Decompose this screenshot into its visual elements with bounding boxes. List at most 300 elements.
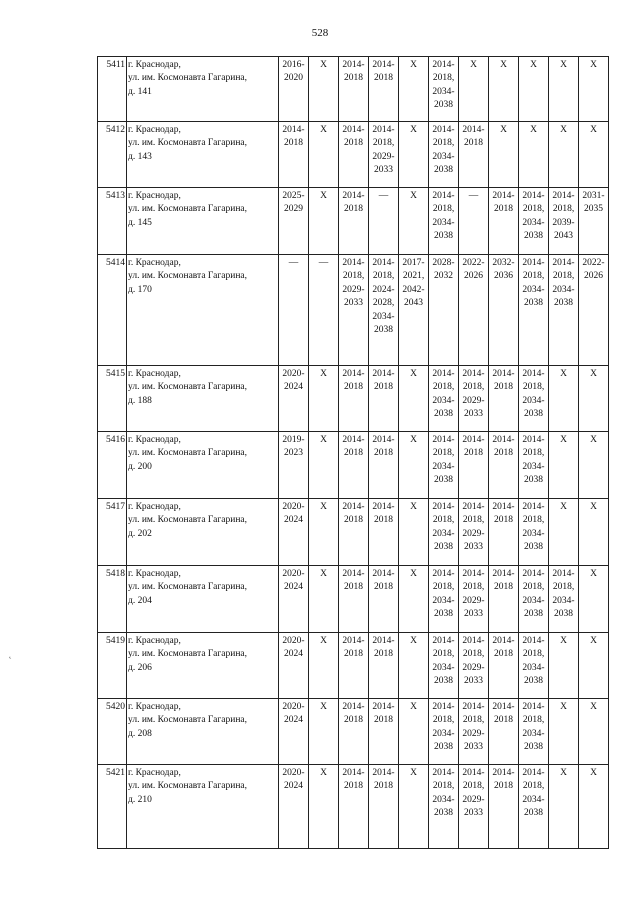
period-line: 2038 bbox=[434, 100, 453, 111]
period-line: 2043 bbox=[404, 298, 423, 309]
period-line: 2022- bbox=[462, 258, 485, 268]
period-line: 2018 bbox=[494, 204, 513, 215]
period-line: X bbox=[320, 125, 327, 135]
period-line: 2018, bbox=[462, 781, 485, 792]
period-line: 2018 bbox=[494, 649, 513, 660]
period-line: 2018 bbox=[494, 448, 513, 459]
period-line: 2028, bbox=[372, 298, 395, 309]
period-line: X bbox=[320, 569, 327, 579]
schedule-cell bbox=[279, 57, 309, 122]
period-line: 2036 bbox=[494, 271, 513, 282]
period-line: 2034- bbox=[432, 662, 455, 673]
period-line: 2033 bbox=[374, 165, 393, 176]
period-line: 2018, bbox=[522, 448, 545, 459]
schedule-cell bbox=[429, 432, 459, 499]
period-line: 2034- bbox=[522, 461, 545, 472]
period-line: 2014- bbox=[432, 768, 455, 778]
schedule-cell bbox=[519, 566, 549, 633]
period-line: 2014- bbox=[342, 125, 365, 135]
period-line: 2014- bbox=[462, 435, 485, 445]
period-line: 2038 bbox=[434, 676, 453, 687]
schedule-cell bbox=[369, 366, 399, 432]
address-line: ул. им. Космонавта Гагарина, bbox=[128, 271, 248, 282]
period-line: 2029- bbox=[462, 595, 485, 606]
schedule-cell bbox=[549, 188, 579, 255]
period-line: 2043 bbox=[554, 231, 573, 242]
period-line: 2014- bbox=[552, 258, 575, 268]
period-line: 2029- bbox=[462, 794, 485, 805]
period-line: 2038 bbox=[434, 409, 453, 420]
period-line: X bbox=[410, 636, 417, 646]
period-line: 2014- bbox=[282, 125, 305, 135]
schedule-cell bbox=[279, 765, 309, 849]
address-cell bbox=[127, 366, 279, 432]
address-line: г. Краснодар, bbox=[128, 258, 181, 268]
period-line: 2018, bbox=[432, 448, 455, 459]
period-line: 2018 bbox=[494, 781, 513, 792]
period-line: X bbox=[410, 768, 417, 778]
schedule-cell bbox=[459, 432, 489, 499]
schedule-cell bbox=[429, 633, 459, 699]
schedule-cell bbox=[549, 699, 579, 765]
schedule-cell bbox=[429, 699, 459, 765]
period-line: 2018 bbox=[374, 715, 393, 726]
period-line: X bbox=[590, 768, 597, 778]
period-line: 2038 bbox=[524, 409, 543, 420]
period-line: 2022- bbox=[582, 258, 605, 268]
schedule-cell bbox=[309, 699, 339, 765]
period-line: 2018 bbox=[344, 382, 363, 393]
address-line: д. 143 bbox=[128, 151, 152, 162]
address-line: д. 145 bbox=[128, 217, 152, 228]
period-line: 2034- bbox=[432, 395, 455, 406]
period-line: 2014- bbox=[492, 502, 515, 512]
schedule-cell bbox=[549, 633, 579, 699]
schedule-cell bbox=[429, 765, 459, 849]
period-line: 2014- bbox=[462, 569, 485, 579]
period-line: 2018 bbox=[374, 649, 393, 660]
schedule-cell bbox=[309, 122, 339, 188]
period-line: 2018 bbox=[344, 448, 363, 459]
period-line: 2034- bbox=[522, 217, 545, 228]
table-row bbox=[98, 432, 609, 499]
address-line: ул. им. Космонавта Гагарина, bbox=[128, 73, 248, 84]
period-line: 2033 bbox=[464, 409, 483, 420]
schedule-cell bbox=[369, 57, 399, 122]
schedule-cell bbox=[339, 366, 369, 432]
row-number: 5419 bbox=[98, 633, 127, 699]
schedule-cell bbox=[429, 122, 459, 188]
period-line: 2014- bbox=[372, 369, 395, 379]
period-line: 2014- bbox=[522, 191, 545, 201]
period-line: X bbox=[590, 502, 597, 512]
period-line: 2018 bbox=[494, 382, 513, 393]
period-line: X bbox=[320, 768, 327, 778]
schedule-cell bbox=[309, 57, 339, 122]
period-line: 2034- bbox=[522, 662, 545, 673]
period-line: 2038 bbox=[434, 475, 453, 486]
period-line: 2014- bbox=[372, 569, 395, 579]
period-line: X bbox=[500, 125, 507, 135]
period-line: 2020- bbox=[282, 636, 305, 646]
period-line: 2017- bbox=[402, 258, 425, 268]
schedule-cell bbox=[369, 633, 399, 699]
period-line: 2014- bbox=[432, 502, 455, 512]
period-line: 2014- bbox=[342, 768, 365, 778]
period-line: 2018, bbox=[462, 382, 485, 393]
schedule-cell bbox=[519, 366, 549, 432]
period-line: X bbox=[410, 369, 417, 379]
period-line: 2034- bbox=[432, 151, 455, 162]
period-line: 2014- bbox=[432, 191, 455, 201]
schedule-cell bbox=[309, 366, 339, 432]
address-line: г. Краснодар, bbox=[128, 435, 181, 445]
schedule-cell bbox=[579, 633, 609, 699]
address-cell bbox=[127, 499, 279, 566]
period-line: X bbox=[470, 60, 477, 70]
schedule-cell bbox=[369, 188, 399, 255]
period-line: X bbox=[410, 502, 417, 512]
schedule-cell bbox=[399, 57, 429, 122]
row-number: 5416 bbox=[98, 432, 127, 499]
period-line: 2034- bbox=[552, 284, 575, 295]
period-line: 2018, bbox=[432, 382, 455, 393]
period-line: 2014- bbox=[432, 569, 455, 579]
address-line: г. Краснодар, bbox=[128, 636, 181, 646]
schedule-cell bbox=[279, 499, 309, 566]
period-line: 2014- bbox=[372, 502, 395, 512]
schedule-cell bbox=[519, 432, 549, 499]
period-line: 2014- bbox=[462, 702, 485, 712]
period-line: — bbox=[318, 258, 329, 268]
period-line: X bbox=[530, 60, 537, 70]
period-line: 2018 bbox=[344, 582, 363, 593]
schedule-cell bbox=[309, 765, 339, 849]
period-line: 2024 bbox=[284, 382, 303, 393]
period-line: 2033 bbox=[344, 298, 363, 309]
period-line: 2038 bbox=[524, 742, 543, 753]
schedule-cell bbox=[399, 499, 429, 566]
schedule-cell bbox=[489, 566, 519, 633]
period-line: 2032- bbox=[492, 258, 515, 268]
period-line: 2018, bbox=[462, 715, 485, 726]
address-line: г. Краснодар, bbox=[128, 125, 181, 135]
period-line: 2014- bbox=[432, 60, 455, 70]
period-line: 2034- bbox=[432, 461, 455, 472]
schedule-cell bbox=[279, 122, 309, 188]
schedule-cell bbox=[489, 122, 519, 188]
table-row bbox=[98, 765, 609, 849]
address-line: ул. им. Космонавта Гагарина, bbox=[128, 781, 248, 792]
schedule-cell bbox=[459, 499, 489, 566]
address-cell bbox=[127, 432, 279, 499]
schedule-cell bbox=[309, 499, 339, 566]
schedule-cell bbox=[369, 765, 399, 849]
period-line: 2018 bbox=[344, 138, 363, 149]
row-number: 5415 bbox=[98, 366, 127, 432]
schedule-cell bbox=[489, 432, 519, 499]
schedule-cell bbox=[579, 122, 609, 188]
table-row bbox=[98, 366, 609, 432]
schedule-cell bbox=[369, 499, 399, 566]
period-line: 2033 bbox=[464, 808, 483, 819]
schedule-cell bbox=[399, 122, 429, 188]
period-line: 2018, bbox=[552, 582, 575, 593]
schedule-cell bbox=[549, 432, 579, 499]
address-line: ул. им. Космонавта Гагарина, bbox=[128, 649, 248, 660]
period-line: 2018, bbox=[522, 204, 545, 215]
period-line: 2038 bbox=[554, 298, 573, 309]
period-line: X bbox=[560, 60, 567, 70]
address-line: д. 208 bbox=[128, 728, 152, 739]
row-number: 5418 bbox=[98, 566, 127, 633]
schedule-cell bbox=[399, 633, 429, 699]
row-number: 5411 bbox=[98, 57, 127, 122]
period-line: 2014- bbox=[522, 636, 545, 646]
period-line: X bbox=[590, 435, 597, 445]
schedule-cell bbox=[549, 499, 579, 566]
period-line: 2038 bbox=[524, 676, 543, 687]
period-line: 2038 bbox=[374, 325, 393, 336]
period-line: 2029- bbox=[462, 728, 485, 739]
period-line: 2018 bbox=[344, 515, 363, 526]
period-line: 2019- bbox=[282, 435, 305, 445]
period-line: 2026 bbox=[584, 271, 603, 282]
period-line: 2032 bbox=[434, 271, 453, 282]
period-line: 2018 bbox=[374, 73, 393, 84]
period-line: 2034- bbox=[522, 284, 545, 295]
period-line: 2029- bbox=[342, 284, 365, 295]
schedule-cell bbox=[459, 122, 489, 188]
table-row bbox=[98, 188, 609, 255]
period-line: 2018 bbox=[494, 715, 513, 726]
address-cell bbox=[127, 57, 279, 122]
period-line: 2042- bbox=[402, 284, 425, 295]
schedule-cell bbox=[459, 633, 489, 699]
period-line: 2014- bbox=[462, 636, 485, 646]
period-line: 2023 bbox=[284, 448, 303, 459]
period-line: 2038 bbox=[524, 609, 543, 620]
period-line: 2018 bbox=[374, 515, 393, 526]
period-line: 2014- bbox=[432, 702, 455, 712]
period-line: X bbox=[320, 636, 327, 646]
schedule-cell bbox=[489, 57, 519, 122]
schedule-cell bbox=[519, 188, 549, 255]
period-line: X bbox=[410, 702, 417, 712]
schedule-cell bbox=[279, 366, 309, 432]
period-line: 2034- bbox=[552, 595, 575, 606]
schedule-cell bbox=[489, 255, 519, 366]
address-line: д. 200 bbox=[128, 461, 152, 472]
period-line: — bbox=[378, 191, 389, 201]
period-line: X bbox=[530, 125, 537, 135]
schedule-cell bbox=[459, 57, 489, 122]
period-line: 2026 bbox=[464, 271, 483, 282]
period-line: 2024 bbox=[284, 582, 303, 593]
period-line: X bbox=[590, 125, 597, 135]
period-line: 2038 bbox=[524, 298, 543, 309]
period-line: 2014- bbox=[522, 435, 545, 445]
period-line: X bbox=[560, 125, 567, 135]
address-cell bbox=[127, 699, 279, 765]
period-line: 2033 bbox=[464, 742, 483, 753]
address-line: д. 141 bbox=[128, 86, 152, 97]
period-line: X bbox=[560, 636, 567, 646]
period-line: X bbox=[410, 435, 417, 445]
period-line: 2029- bbox=[372, 151, 395, 162]
period-line: 2014- bbox=[372, 636, 395, 646]
period-line: 2034- bbox=[522, 395, 545, 406]
period-line: 2034- bbox=[522, 595, 545, 606]
period-line: X bbox=[320, 60, 327, 70]
period-line: 2038 bbox=[434, 609, 453, 620]
period-line: 2018 bbox=[344, 204, 363, 215]
row-number: 5421 bbox=[98, 765, 127, 849]
period-line: X bbox=[410, 125, 417, 135]
address-cell bbox=[127, 566, 279, 633]
address-line: д. 170 bbox=[128, 284, 152, 295]
period-line: 2014- bbox=[342, 258, 365, 268]
period-line: 2034- bbox=[522, 794, 545, 805]
period-line: X bbox=[590, 569, 597, 579]
period-line: 2034- bbox=[522, 528, 545, 539]
schedule-cell bbox=[369, 255, 399, 366]
schedule-cell bbox=[339, 255, 369, 366]
period-line: — bbox=[288, 258, 299, 268]
row-number: 5417 bbox=[98, 499, 127, 566]
schedule-cell bbox=[459, 366, 489, 432]
period-line: 2014- bbox=[492, 636, 515, 646]
schedule-cell bbox=[309, 255, 339, 366]
schedule-cell bbox=[279, 633, 309, 699]
period-line: 2018 bbox=[344, 715, 363, 726]
period-line: 2014- bbox=[492, 702, 515, 712]
period-line: 2018 bbox=[344, 781, 363, 792]
table-row bbox=[98, 499, 609, 566]
period-line: 2018, bbox=[522, 382, 545, 393]
schedule-cell bbox=[309, 633, 339, 699]
period-line: 2018, bbox=[432, 73, 455, 84]
period-line: X bbox=[560, 369, 567, 379]
period-line: 2033 bbox=[464, 542, 483, 553]
schedule-cell bbox=[459, 188, 489, 255]
page-number: 528 bbox=[311, 27, 329, 39]
address-cell bbox=[127, 765, 279, 849]
period-line: X bbox=[410, 60, 417, 70]
schedule-cell bbox=[369, 699, 399, 765]
schedule-cell bbox=[579, 432, 609, 499]
address-line: ул. им. Космонавта Гагарина, bbox=[128, 204, 248, 215]
period-line: 2025- bbox=[282, 191, 305, 201]
period-line: 2018, bbox=[522, 715, 545, 726]
period-line: X bbox=[410, 569, 417, 579]
period-line: 2021, bbox=[402, 271, 425, 282]
period-line: 2014- bbox=[522, 768, 545, 778]
period-line: 2014- bbox=[492, 369, 515, 379]
period-line: 2034- bbox=[432, 217, 455, 228]
schedule-cell bbox=[489, 765, 519, 849]
period-line: X bbox=[560, 502, 567, 512]
period-line: 2018 bbox=[344, 649, 363, 660]
schedule-cell bbox=[399, 566, 429, 633]
schedule-cell bbox=[519, 699, 549, 765]
period-line: 2018, bbox=[552, 204, 575, 215]
period-line: 2038 bbox=[524, 231, 543, 242]
schedule-cell bbox=[339, 633, 369, 699]
period-line: 2038 bbox=[524, 475, 543, 486]
period-line: X bbox=[320, 369, 327, 379]
period-line: 2014- bbox=[342, 369, 365, 379]
schedule-cell bbox=[489, 499, 519, 566]
schedule-cell bbox=[429, 366, 459, 432]
period-line: 2033 bbox=[464, 609, 483, 620]
schedule-cell bbox=[489, 188, 519, 255]
schedule-cell bbox=[549, 566, 579, 633]
schedule-cell bbox=[279, 566, 309, 633]
period-line: 2014- bbox=[372, 435, 395, 445]
period-line: 2024 bbox=[284, 781, 303, 792]
schedule-cell bbox=[399, 188, 429, 255]
period-line: 2018, bbox=[462, 649, 485, 660]
schedule-cell bbox=[579, 366, 609, 432]
stray-mark: ˛ bbox=[9, 650, 12, 659]
address-cell bbox=[127, 633, 279, 699]
period-line: 2014- bbox=[372, 125, 395, 135]
address-line: г. Краснодар, bbox=[128, 502, 181, 512]
period-line: 2020- bbox=[282, 369, 305, 379]
table-row bbox=[98, 633, 609, 699]
period-line: 2014- bbox=[462, 125, 485, 135]
period-line: 2018, bbox=[372, 138, 395, 149]
period-line: 2014- bbox=[372, 702, 395, 712]
schedule-cell bbox=[279, 188, 309, 255]
table-row bbox=[98, 566, 609, 633]
schedule-cell bbox=[369, 122, 399, 188]
period-line: 2020- bbox=[282, 502, 305, 512]
period-line: 2014- bbox=[492, 569, 515, 579]
address-line: г. Краснодар, bbox=[128, 702, 181, 712]
period-line: 2018 bbox=[464, 448, 483, 459]
period-line: 2014- bbox=[342, 435, 365, 445]
schedule-cell bbox=[579, 765, 609, 849]
period-line: 2018 bbox=[374, 781, 393, 792]
schedule-cell bbox=[309, 566, 339, 633]
period-line: 2018 bbox=[494, 582, 513, 593]
schedule-cell bbox=[549, 765, 579, 849]
schedule-cell bbox=[459, 765, 489, 849]
address-line: д. 210 bbox=[128, 794, 152, 805]
period-line: 2014- bbox=[522, 569, 545, 579]
schedule-cell bbox=[429, 499, 459, 566]
schedule-cell bbox=[579, 57, 609, 122]
period-line: 2029- bbox=[462, 395, 485, 406]
period-line: 2018 bbox=[464, 138, 483, 149]
period-line: 2024 bbox=[284, 715, 303, 726]
address-line: ул. им. Космонавта Гагарина, bbox=[128, 515, 248, 526]
period-line: X bbox=[590, 636, 597, 646]
address-line: д. 204 bbox=[128, 595, 152, 606]
period-line: 2038 bbox=[434, 742, 453, 753]
period-line: X bbox=[500, 60, 507, 70]
period-line: 2034- bbox=[432, 595, 455, 606]
schedule-cell bbox=[459, 255, 489, 366]
address-line: г. Краснодар, bbox=[128, 569, 181, 579]
schedule-cell bbox=[399, 432, 429, 499]
period-line: 2014- bbox=[522, 258, 545, 268]
schedule-cell bbox=[339, 432, 369, 499]
address-line: г. Краснодар, bbox=[128, 191, 181, 201]
period-line: 2014- bbox=[342, 569, 365, 579]
